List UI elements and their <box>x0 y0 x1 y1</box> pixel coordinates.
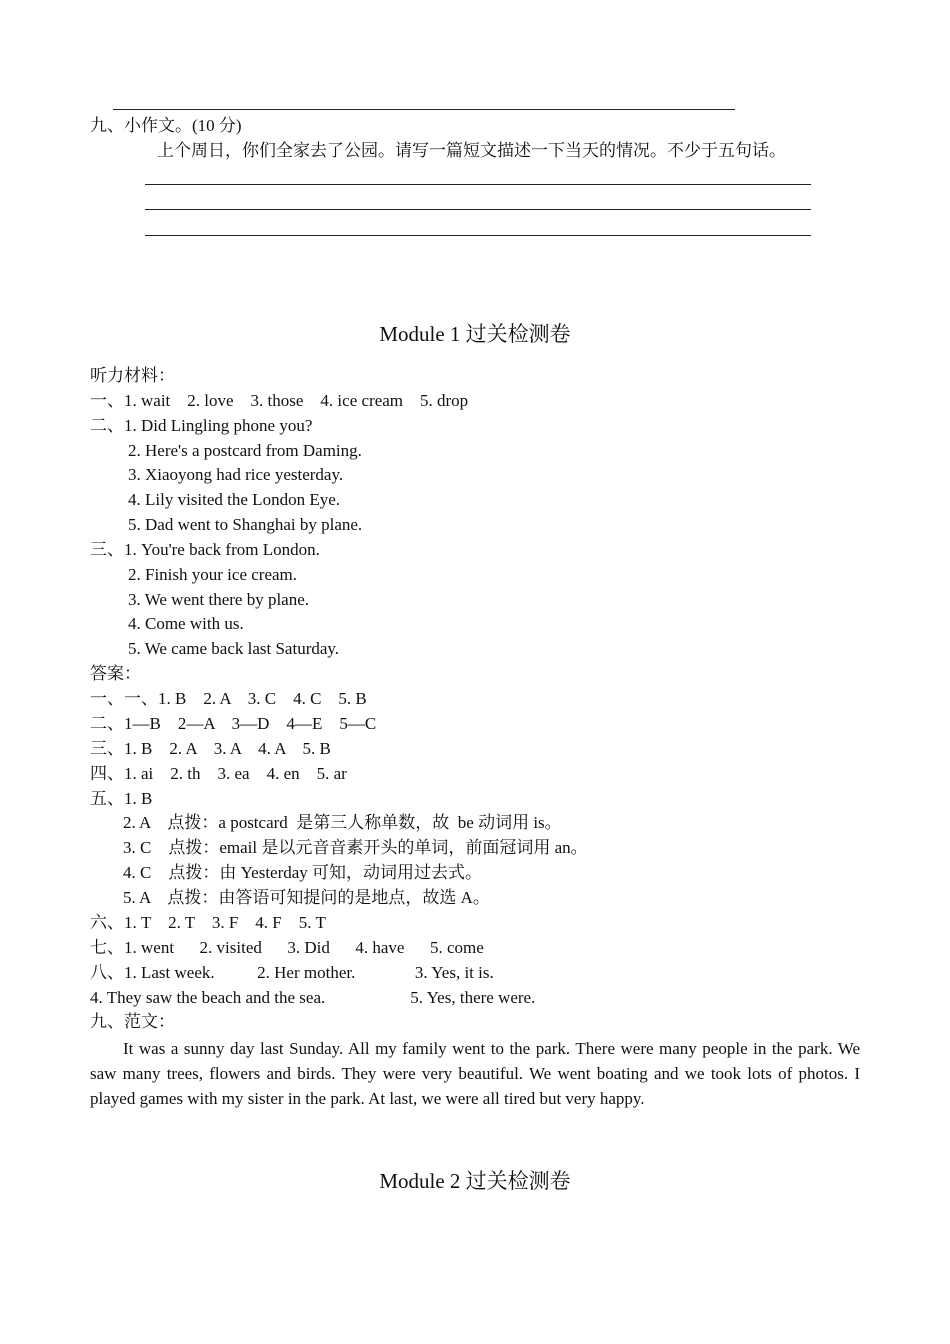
answer-line: 八、1. Last week. 2. Her mother. 3. Yes, it is. <box>90 963 494 982</box>
answer-line <box>113 109 735 110</box>
writing-line <box>145 184 811 185</box>
listening-line: 5. We came back last Saturday. <box>128 639 340 658</box>
writing-line <box>145 209 811 210</box>
answer-line: 2. A 点拨：a postcard 是第三人称单数，故 be 动词用 is。 <box>123 813 562 832</box>
writing-line <box>145 235 811 236</box>
answer-line: 五、1. B <box>90 789 153 808</box>
module2-title: Module 2 过关检测卷 <box>379 1169 571 1193</box>
answer-line: 3. C 点拨：email 是以元音音素开头的单词，前面冠词用 an。 <box>123 838 588 857</box>
answers-label: 答案： <box>90 664 141 683</box>
listening-line: 二、1. Did Lingling phone you? <box>90 416 313 435</box>
answer-line: 二、1—B 2—A 3—D 4—E 5—C <box>90 714 377 733</box>
listening-line: 一、1. wait 2. love 3. those 4. ice cream 5. drop <box>90 391 469 410</box>
answer-line: 六、1. T 2. T 3. F 4. F 5. T <box>90 913 326 932</box>
answer-line: 4. C 点拨：由 Yesterday 可知，动词用过去式。 <box>123 863 483 882</box>
answer-line: 四、1. ai 2. th 3. ea 4. en 5. ar <box>90 764 347 783</box>
listening-line: 2. Finish your ice cream. <box>128 565 298 584</box>
answer-line: 一、一、1. B 2. A 3. C 4. C 5. B <box>90 689 367 708</box>
answer-line: 5. A 点拨：由答语可知提问的是地点，故选 A。 <box>123 888 490 907</box>
section-heading-composition: 九、小作文。(10 分) <box>90 116 242 135</box>
listening-line: 5. Dad went to Shanghai by plane. <box>128 515 363 534</box>
listening-line: 3. Xiaoyong had rice yesterday. <box>128 465 344 484</box>
listening-label: 听力材料： <box>90 366 175 385</box>
listening-line: 2. Here's a postcard from Daming. <box>128 441 362 460</box>
listening-line: 三、1. You're back from London. <box>90 540 320 559</box>
answer-line: 三、1. B 2. A 3. A 4. A 5. B <box>90 739 331 758</box>
listening-line: 4. Come with us. <box>128 614 244 633</box>
listening-line: 4. Lily visited the London Eye. <box>128 490 340 509</box>
module1-title: Module 1 过关检测卷 <box>379 322 571 346</box>
composition-prompt: 上个周日，你们全家去了公园。请写一篇短文描述一下当天的情况。不少于五句话。 <box>157 141 786 160</box>
sample-essay: It was a sunny day last Sunday. All my family went to the park. There were many people in the park. We saw many trees, flowers and birds. They were very beautiful. We went boating and we took lots of photos. I played games with my sister in the park. At last, we were all tired but very happy. <box>90 1039 860 1108</box>
listening-line: 3. We went there by plane. <box>128 590 310 609</box>
answer-line: 七、1. went 2. visited 3. Did 4. have 5. come <box>90 938 484 957</box>
answer-line: 4. They saw the beach and the sea. 5. Yes, there were. <box>90 988 536 1007</box>
answer-line: 九、范文： <box>90 1012 175 1031</box>
